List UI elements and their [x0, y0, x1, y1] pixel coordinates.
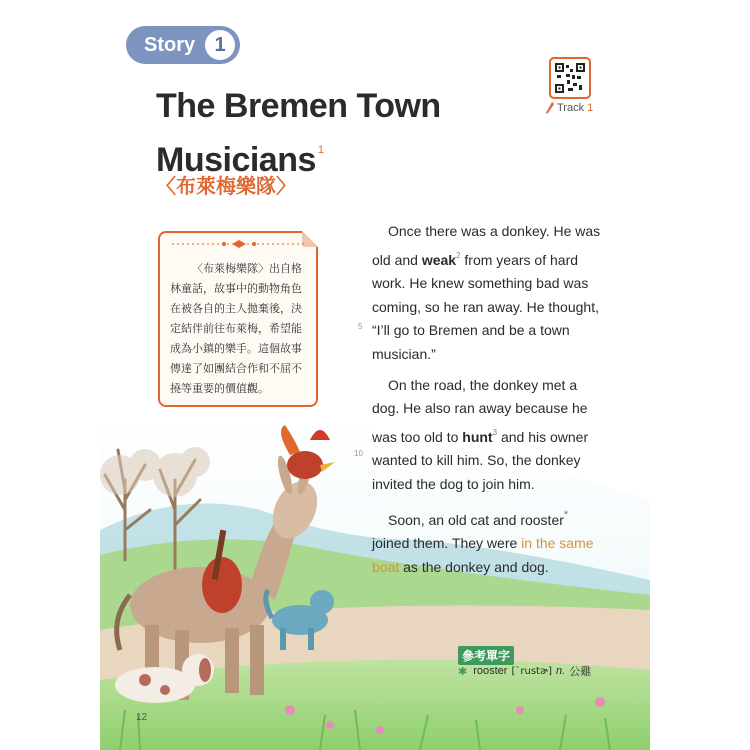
page-number: 12	[136, 712, 148, 723]
p1-text-b: from years of hard work. He knew something bad was coming, so he ran away. He thought, “I’ll go to Bremen and be a town musician.”	[372, 251, 599, 362]
p2-text-a: On the road, the donkey met a dog. He also ran away because he was too old to	[372, 376, 588, 445]
vocab-word: rooster	[473, 665, 508, 677]
intro-note-box	[158, 231, 318, 407]
vocab-weak: weak	[421, 251, 457, 268]
vocab-heading: 參考單字	[458, 646, 514, 665]
vocab-star-marker: *	[563, 508, 569, 521]
vocab-part-of-speech: n.	[556, 665, 566, 677]
qr-code[interactable]	[549, 57, 591, 99]
track-number: 1	[587, 102, 594, 114]
vocab-pronunciation: [ˋrustɚ]	[511, 665, 553, 677]
p2-text-b: and his owner wanted to kill him. So, the donkey invited the dog to join him.	[372, 428, 589, 492]
vocab-entry	[458, 663, 591, 679]
paragraph-2	[372, 374, 604, 497]
p3-text-c: as the donkey and dog.	[399, 558, 549, 575]
page-title	[156, 84, 516, 182]
title-line-2: Musicians	[156, 141, 316, 179]
footnote-2: 2	[456, 250, 461, 260]
paragraph-3	[372, 504, 604, 580]
p3-text-a: Soon, an old cat and rooster	[388, 511, 564, 528]
footnote-3: 3	[492, 427, 498, 437]
vocab-definition: 公雞	[569, 665, 592, 678]
idiom-highlight: in the same boat	[372, 535, 594, 575]
line-number-10: 10	[354, 449, 363, 458]
intro-note-text: 〈布萊梅樂隊〉出自格林童話，故事中的動物角色在被各自的主人拋棄後，決定結伴前往布萊梅，希望能成為小鎮的樂手。這個故事傳達了如團結合作和不屈不撓等重要的價值觀。	[170, 262, 302, 395]
lute-figure	[202, 557, 242, 613]
title-footnote: 1	[317, 144, 324, 156]
star-icon: ✱	[458, 665, 468, 678]
story-text	[372, 220, 604, 586]
chinese-title: 〈布萊梅樂隊〉	[156, 174, 296, 198]
p1-text-a: Once there was a donkey. He was old and	[372, 223, 601, 268]
p3-text-b: joined them. They were	[372, 535, 522, 552]
audio-track[interactable]	[546, 102, 593, 114]
story-label: Story	[144, 33, 196, 56]
story-badge	[126, 26, 240, 64]
ornament-divider	[172, 239, 306, 249]
line-number-5: 5	[358, 322, 363, 331]
vocab-hunt: hunt	[462, 428, 493, 445]
paragraph-1	[372, 220, 604, 367]
qr-icon	[555, 63, 585, 93]
title-line-1: The Bremen Town	[156, 87, 441, 125]
story-number: 1	[205, 30, 235, 60]
track-label: Track	[557, 102, 585, 114]
pen-icon	[546, 102, 554, 114]
